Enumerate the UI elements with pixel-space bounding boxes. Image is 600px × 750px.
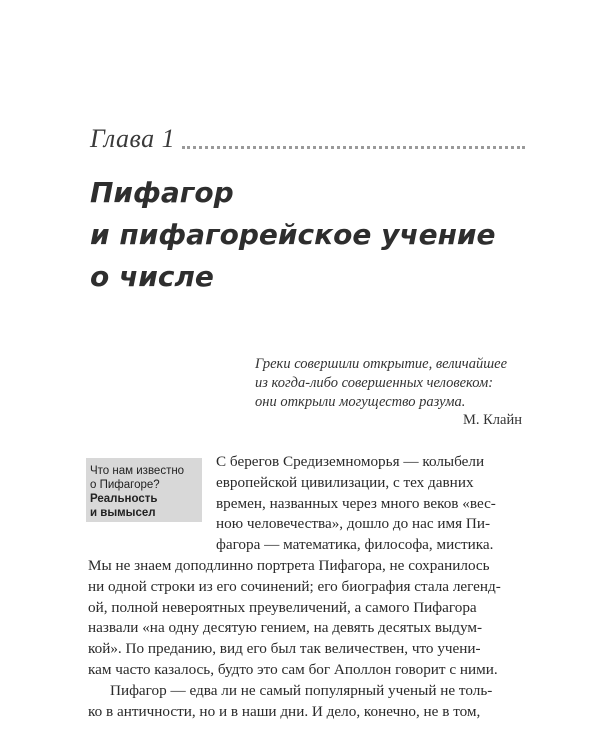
margin-note-line: о Пифагоре? (90, 479, 160, 491)
margin-note-line-strong: Реальность (90, 493, 158, 505)
title-line: и пифагорейское учение (90, 218, 496, 251)
chapter-dotted-rule (182, 146, 525, 149)
body-line: европейской цивилизации, с тех давних (216, 473, 474, 491)
chapter-label: Глава 1 (90, 124, 176, 153)
epigraph-line: Греки совершили открытие, величайшее (255, 356, 508, 372)
epigraph-author: М. Клайн (462, 412, 522, 428)
body-line: С берегов Средиземноморья — колыбели (216, 453, 485, 470)
body-line: Мы не знаем доподлинно портрета Пифагора, не сохранилось (88, 557, 490, 574)
body-line: ною человечества», дошло до нас имя Пи- (216, 515, 491, 533)
body-line: Пифагор — едва ли не самый популярный ученый не толь- (110, 681, 493, 699)
body-line: времен, названных через много веков «вес- (216, 494, 496, 512)
body-line: фагора — математика, философа, мистика. (216, 536, 494, 554)
epigraph-line: из когда-либо совершенных человеком: (255, 375, 494, 391)
body-line: кой». По преданию, вид его был так величествен, что учени- (88, 640, 481, 658)
body-line: ой, полной невероятных преувеличений, а самого Пифагора (88, 598, 477, 616)
chapter-heading (90, 124, 525, 160)
body-line: ко в античности, но и в наши дни. И дело, конечно, не в том, (88, 702, 481, 720)
title-line: о числе (90, 260, 214, 293)
margin-note-line-strong: и вымысел (90, 507, 156, 519)
body-line: назвали «на одну десятую гением, на девять десятых выдум- (88, 619, 483, 637)
margin-note-line: Что нам известно (90, 465, 185, 477)
epigraph-line: они открыли могущество разума. (255, 394, 466, 410)
body-line: кам часто казалось, будто это сам бог Аполлон говорит с ними. (88, 661, 498, 678)
body-line: ни одной строки из его сочинений; его биография стала легенд- (88, 577, 501, 595)
title-line: Пифагор (90, 176, 234, 209)
margin-note (86, 458, 202, 522)
chapter-title (90, 172, 530, 298)
epigraph (255, 355, 525, 412)
